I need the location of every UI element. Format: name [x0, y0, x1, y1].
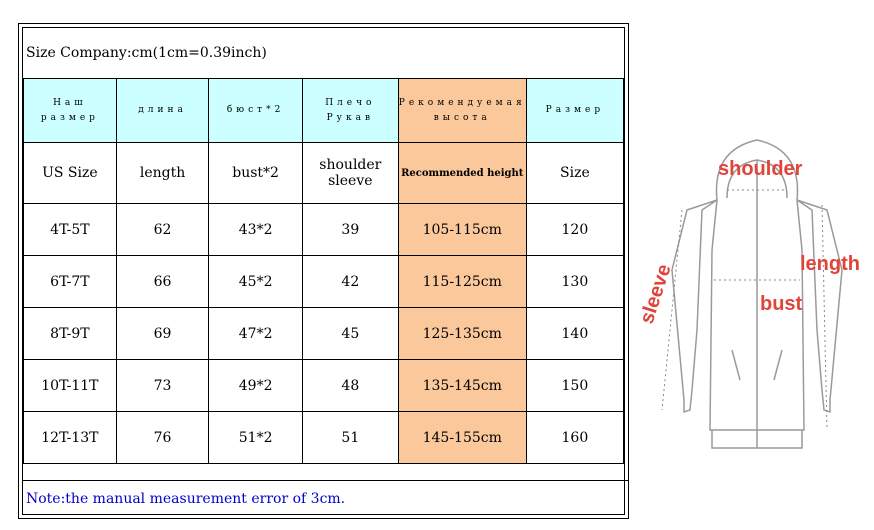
cell-size: 150	[526, 360, 623, 412]
cell-height: 125-135cm	[398, 308, 526, 360]
label-shoulder: shoulder	[718, 158, 803, 180]
diagram-labels	[636, 158, 860, 327]
ru-header-shoulder-sleeve: Плечо Рукав	[302, 79, 398, 143]
jacket-outline	[672, 140, 842, 448]
cell-shoulder: 45	[302, 308, 398, 360]
en-header-length: length	[116, 143, 209, 204]
cell-bust: 43*2	[209, 204, 303, 256]
table-row	[24, 204, 624, 256]
cell-us-size: 10T-11T	[24, 360, 117, 412]
size-chart-table	[18, 23, 629, 519]
label-bust: bust	[760, 293, 803, 315]
cell-shoulder: 48	[302, 360, 398, 412]
ru-header-size-cn: Размер	[526, 79, 623, 143]
cell-shoulder: 39	[302, 204, 398, 256]
label-length: length	[800, 253, 860, 275]
cell-length: 69	[116, 308, 209, 360]
ru-header-size: Наш размер	[24, 79, 117, 143]
en-header-height: Recommended height	[398, 143, 526, 204]
jacket-measurement-diagram	[632, 130, 874, 460]
cell-length: 73	[116, 360, 209, 412]
sleeve-measure-line	[662, 210, 682, 410]
cell-us-size: 8T-9T	[24, 308, 117, 360]
cell-length: 62	[116, 204, 209, 256]
cell-bust: 49*2	[209, 360, 303, 412]
table-row	[24, 412, 624, 464]
cell-bust: 47*2	[209, 308, 303, 360]
cell-size: 140	[526, 308, 623, 360]
table-row	[24, 256, 624, 308]
size-chart-frame	[22, 27, 625, 515]
cell-height: 145-155cm	[398, 412, 526, 464]
cell-bust: 45*2	[209, 256, 303, 308]
ru-header-bust: бюст*2	[209, 79, 303, 143]
size-table	[23, 78, 624, 464]
en-header-shoulder-sleeve: shoulder sleeve	[302, 143, 398, 204]
cell-size: 130	[526, 256, 623, 308]
right-pocket	[774, 350, 782, 380]
cell-length: 76	[116, 412, 209, 464]
chart-title: Size Company:cm(1cm=0.39inch)	[26, 45, 267, 61]
ru-header-length: длина	[116, 79, 209, 143]
en-header-bust: bust*2	[209, 143, 303, 204]
en-header-size: Size	[526, 143, 623, 204]
cell-length: 66	[116, 256, 209, 308]
measurement-note: Note:the manual measurement error of 3cm.	[23, 480, 628, 517]
cell-bust: 51*2	[209, 412, 303, 464]
cell-height: 115-125cm	[398, 256, 526, 308]
cell-size: 120	[526, 204, 623, 256]
cell-height: 105-115cm	[398, 204, 526, 256]
cell-height: 135-145cm	[398, 360, 526, 412]
cell-us-size: 6T-7T	[24, 256, 117, 308]
left-pocket	[732, 350, 740, 380]
en-header-us-size: US Size	[24, 143, 117, 204]
cell-us-size: 4T-5T	[24, 204, 117, 256]
cell-shoulder: 42	[302, 256, 398, 308]
english-header-row	[24, 143, 624, 204]
cell-size: 160	[526, 412, 623, 464]
cell-shoulder: 51	[302, 412, 398, 464]
table-row	[24, 360, 624, 412]
table-row	[24, 308, 624, 360]
cell-us-size: 12T-13T	[24, 412, 117, 464]
russian-header-row	[24, 79, 624, 143]
ru-header-height: Рекомендуемая высота	[398, 79, 526, 143]
label-sleeve: sleeve	[635, 261, 676, 327]
